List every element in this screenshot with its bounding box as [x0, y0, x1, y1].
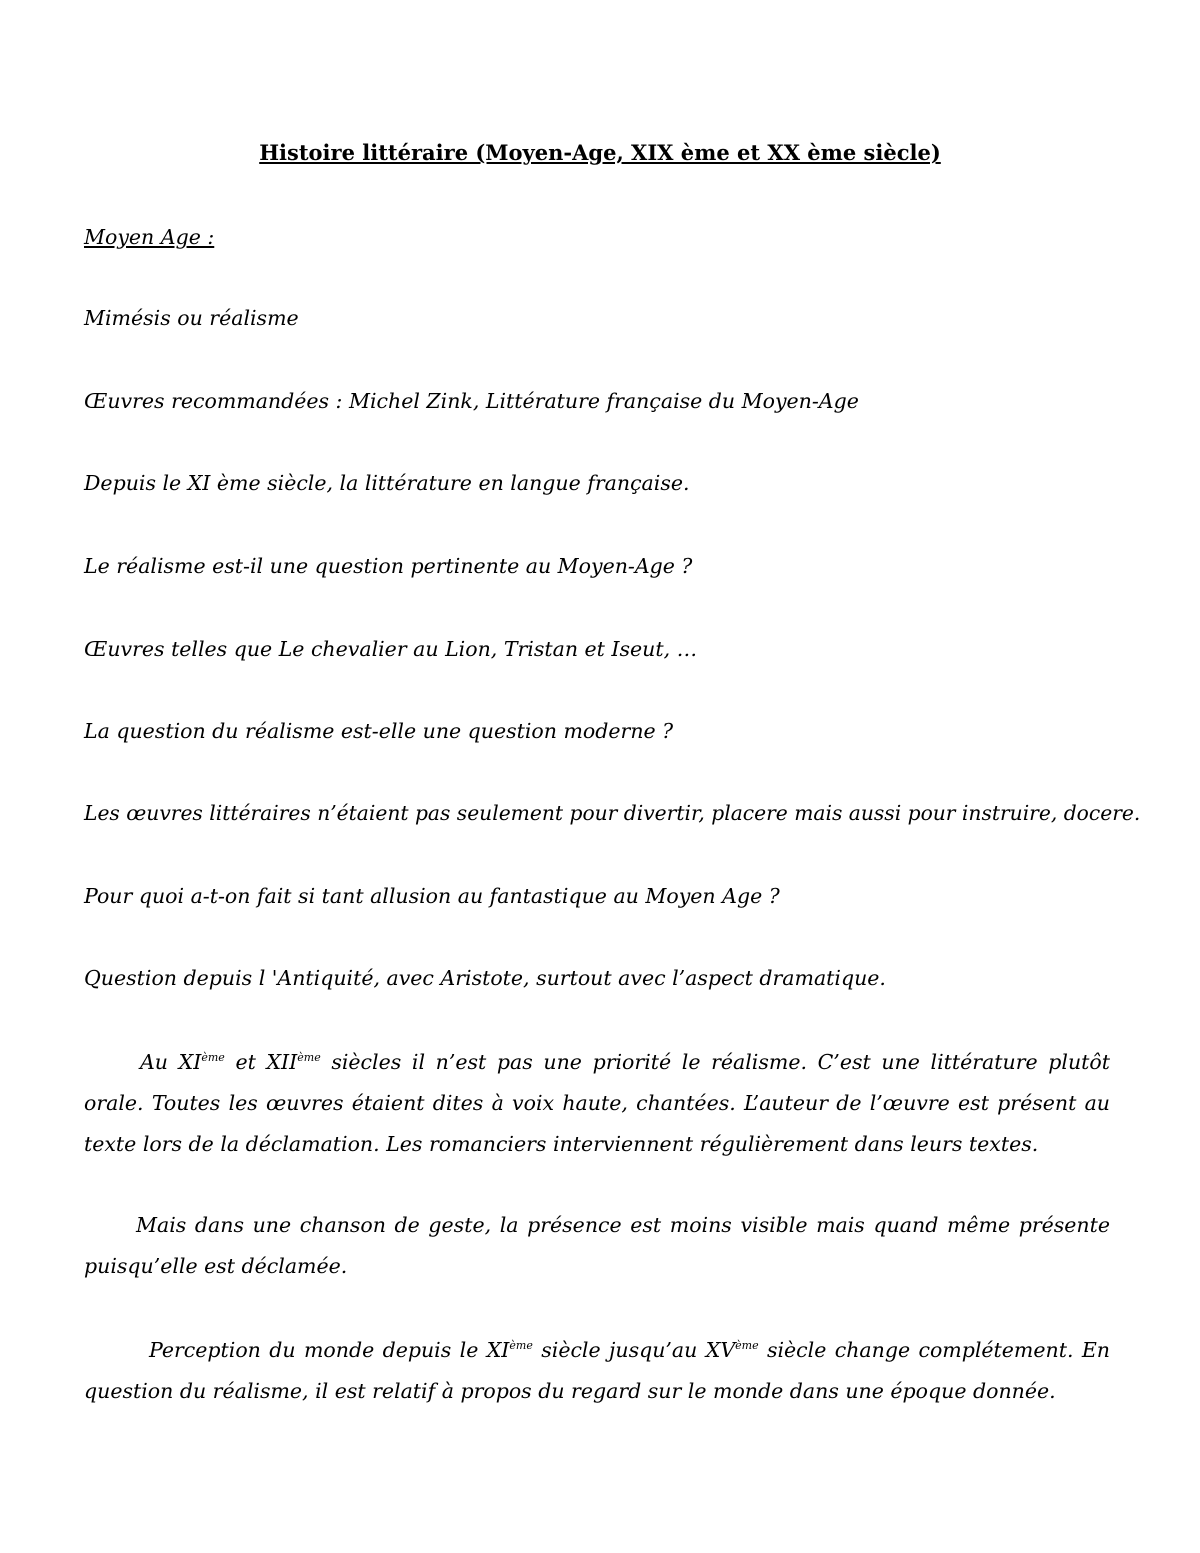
paragraph-text: et XII [224, 1050, 298, 1074]
text-line: Œuvres recommandées : Michel Zink, Littérature française du Moyen-Age [84, 389, 859, 413]
text-line: Les œuvres littéraires n’étaient pas seulement pour divertir, placere mais aussi pour instruire, docere. [84, 801, 1141, 825]
paragraph-text: Au XI [140, 1050, 202, 1074]
text-line: Le réalisme est-il une question pertinente au Moyen-Age ? [84, 554, 693, 578]
paragraph-oral-literature [84, 1042, 1110, 1165]
text-line: Depuis le XI ème siècle, la littérature en langue française. [84, 471, 690, 495]
text-line: Question depuis l 'Antiquité, avec Aristote, surtout avec l’aspect dramatique. [84, 966, 886, 990]
text-line: Pour quoi a-t-on fait si tant allusion au fantastique au Moyen Age ? [84, 884, 780, 908]
paragraph-text: Perception du monde depuis le XI [149, 1338, 510, 1362]
superscript: ème [509, 1339, 533, 1353]
text-line: Œuvres telles que Le chevalier au Lion, Tristan et Iseut, … [84, 637, 698, 661]
superscript: ème [201, 1051, 225, 1065]
paragraph-text: siècle jusqu’au XV [532, 1338, 736, 1362]
text-line: La question du réalisme est-elle une question moderne ? [84, 719, 674, 743]
superscript: ème [735, 1339, 759, 1353]
paragraph-chanson-de-geste: Mais dans une chanson de geste, la présence est moins visible mais quand même présente puisqu’elle est déclamée. [84, 1213, 1110, 1278]
text-line: Mimésis ou réalisme [84, 306, 299, 330]
section-heading: Moyen Age : [84, 225, 215, 249]
page-title: Histoire littéraire (Moyen-Age, XIX ème et XX ème siècle) [259, 140, 941, 165]
superscript: ème [297, 1051, 321, 1065]
paragraph-perception [84, 1330, 1110, 1412]
paragraph-text: siècle change complétement. En question du réalisme, il est relatif à propos du regard sur le monde dans une époque donnée. [84, 1338, 1111, 1403]
paragraph-text: siècles il n’est pas une priorité le réalisme. C’est une littérature plutôt orale. Toutes les œuvres étaient dites à voix haute, chantées. L’auteur de l’œuvre est présent au texte lors de la déclamation. Les romanciers interviennent régulièrement dans leurs textes. [84, 1050, 1110, 1156]
